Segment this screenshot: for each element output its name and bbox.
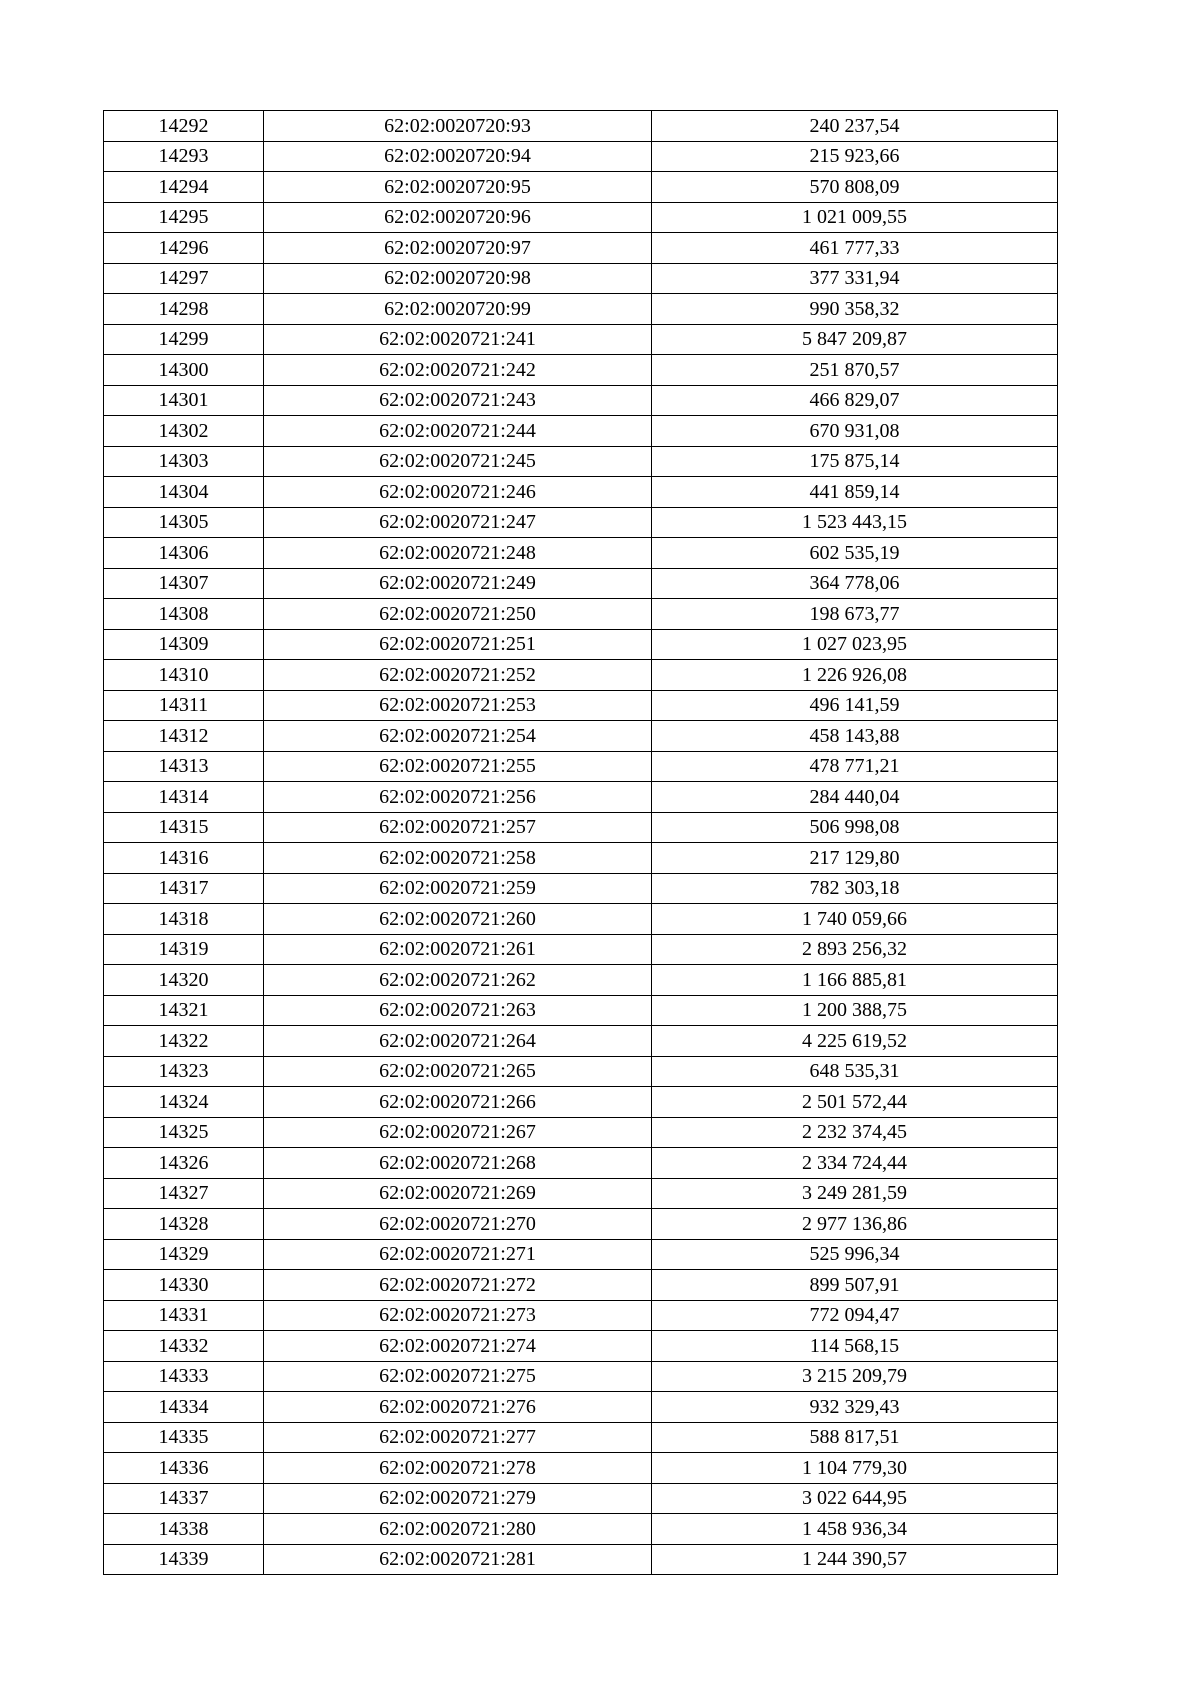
- document-page: [103, 110, 1057, 1575]
- table-row: [104, 660, 1058, 691]
- table-row: [104, 202, 1058, 233]
- row-number-cell: 14306: [104, 538, 264, 569]
- cadastral-number-cell: 62:02:0020720:96: [264, 202, 652, 233]
- cadastral-value-cell: 441 859,14: [652, 477, 1058, 508]
- cadastral-number-cell: 62:02:0020721:261: [264, 934, 652, 965]
- row-number-cell: 14320: [104, 965, 264, 996]
- cadastral-number-cell: 62:02:0020721:281: [264, 1544, 652, 1575]
- cadastral-number-cell: 62:02:0020721:241: [264, 324, 652, 355]
- row-number-cell: 14334: [104, 1392, 264, 1423]
- cadastral-number-cell: 62:02:0020721:252: [264, 660, 652, 691]
- cadastral-number-cell: 62:02:0020721:259: [264, 873, 652, 904]
- row-number-cell: 14319: [104, 934, 264, 965]
- cadastral-value-cell: 461 777,33: [652, 233, 1058, 264]
- table-row: [104, 1300, 1058, 1331]
- cadastral-value-cell: 2 334 724,44: [652, 1148, 1058, 1179]
- row-number-cell: 14297: [104, 263, 264, 294]
- table-row: [104, 1270, 1058, 1301]
- row-number-cell: 14323: [104, 1056, 264, 1087]
- cadastral-value-cell: 588 817,51: [652, 1422, 1058, 1453]
- table-row: [104, 1392, 1058, 1423]
- cadastral-number-cell: 62:02:0020720:95: [264, 172, 652, 203]
- cadastral-value-cell: 217 129,80: [652, 843, 1058, 874]
- table-row: [104, 934, 1058, 965]
- row-number-cell: 14309: [104, 629, 264, 660]
- table-row: [104, 782, 1058, 813]
- row-number-cell: 14305: [104, 507, 264, 538]
- row-number-cell: 14335: [104, 1422, 264, 1453]
- cadastral-value-cell: 899 507,91: [652, 1270, 1058, 1301]
- table-row: [104, 446, 1058, 477]
- row-number-cell: 14337: [104, 1483, 264, 1514]
- cadastral-number-cell: 62:02:0020721:256: [264, 782, 652, 813]
- cadastral-value-cell: 1 104 779,30: [652, 1453, 1058, 1484]
- cadastral-value-cell: 3 022 644,95: [652, 1483, 1058, 1514]
- cadastral-value-cell: 1 200 388,75: [652, 995, 1058, 1026]
- table-row: [104, 751, 1058, 782]
- row-number-cell: 14322: [104, 1026, 264, 1057]
- table-row: [104, 507, 1058, 538]
- cadastral-value-cell: 466 829,07: [652, 385, 1058, 416]
- cadastral-value-cell: 932 329,43: [652, 1392, 1058, 1423]
- cadastral-value-cell: 5 847 209,87: [652, 324, 1058, 355]
- table-row: [104, 385, 1058, 416]
- cadastral-number-cell: 62:02:0020721:242: [264, 355, 652, 386]
- cadastral-value-cell: 525 996,34: [652, 1239, 1058, 1270]
- cadastral-value-cell: 284 440,04: [652, 782, 1058, 813]
- cadastral-value-cell: 1 740 059,66: [652, 904, 1058, 935]
- table-row: [104, 1209, 1058, 1240]
- table-row: [104, 1239, 1058, 1270]
- cadastral-number-cell: 62:02:0020721:268: [264, 1148, 652, 1179]
- cadastral-value-cell: 1 027 023,95: [652, 629, 1058, 660]
- table-row: [104, 324, 1058, 355]
- cadastral-number-cell: 62:02:0020721:245: [264, 446, 652, 477]
- cadastral-value-cell: 3 249 281,59: [652, 1178, 1058, 1209]
- table-row: [104, 629, 1058, 660]
- row-number-cell: 14333: [104, 1361, 264, 1392]
- cadastral-value-cell: 2 232 374,45: [652, 1117, 1058, 1148]
- cadastral-value-cell: 240 237,54: [652, 111, 1058, 142]
- cadastral-value-cell: 377 331,94: [652, 263, 1058, 294]
- row-number-cell: 14307: [104, 568, 264, 599]
- row-number-cell: 14338: [104, 1514, 264, 1545]
- cadastral-value-cell: 458 143,88: [652, 721, 1058, 752]
- table-row: [104, 904, 1058, 935]
- row-number-cell: 14316: [104, 843, 264, 874]
- cadastral-value-cell: 1 523 443,15: [652, 507, 1058, 538]
- cadastral-number-cell: 62:02:0020721:273: [264, 1300, 652, 1331]
- cadastral-number-cell: 62:02:0020721:264: [264, 1026, 652, 1057]
- row-number-cell: 14330: [104, 1270, 264, 1301]
- cadastral-number-cell: 62:02:0020721:262: [264, 965, 652, 996]
- row-number-cell: 14321: [104, 995, 264, 1026]
- cadastral-value-cell: 2 501 572,44: [652, 1087, 1058, 1118]
- table-row: [104, 599, 1058, 630]
- cadastral-number-cell: 62:02:0020721:266: [264, 1087, 652, 1118]
- table-row: [104, 233, 1058, 264]
- cadastral-value-cell: 4 225 619,52: [652, 1026, 1058, 1057]
- cadastral-number-cell: 62:02:0020721:280: [264, 1514, 652, 1545]
- table-row: [104, 568, 1058, 599]
- cadastral-value-cell: 478 771,21: [652, 751, 1058, 782]
- cadastral-number-cell: 62:02:0020721:269: [264, 1178, 652, 1209]
- cadastral-number-cell: 62:02:0020720:99: [264, 294, 652, 325]
- table-row: [104, 1087, 1058, 1118]
- table-row: [104, 141, 1058, 172]
- row-number-cell: 14295: [104, 202, 264, 233]
- cadastral-number-cell: 62:02:0020721:249: [264, 568, 652, 599]
- cadastral-number-cell: 62:02:0020721:243: [264, 385, 652, 416]
- table-row: [104, 843, 1058, 874]
- row-number-cell: 14300: [104, 355, 264, 386]
- cadastral-value-cell: 990 358,32: [652, 294, 1058, 325]
- row-number-cell: 14292: [104, 111, 264, 142]
- table-row: [104, 1178, 1058, 1209]
- cadastral-number-cell: 62:02:0020721:244: [264, 416, 652, 447]
- row-number-cell: 14302: [104, 416, 264, 447]
- row-number-cell: 14326: [104, 1148, 264, 1179]
- row-number-cell: 14332: [104, 1331, 264, 1362]
- table-row: [104, 1422, 1058, 1453]
- table-row: [104, 538, 1058, 569]
- table-row: [104, 690, 1058, 721]
- cadastral-number-cell: 62:02:0020720:93: [264, 111, 652, 142]
- table-row: [104, 1331, 1058, 1362]
- cadastral-number-cell: 62:02:0020721:274: [264, 1331, 652, 1362]
- cadastral-number-cell: 62:02:0020721:253: [264, 690, 652, 721]
- cadastral-number-cell: 62:02:0020721:254: [264, 721, 652, 752]
- table-row: [104, 1483, 1058, 1514]
- cadastral-number-cell: 62:02:0020721:260: [264, 904, 652, 935]
- table-row: [104, 1514, 1058, 1545]
- table-row: [104, 721, 1058, 752]
- cadastral-number-cell: 62:02:0020721:248: [264, 538, 652, 569]
- table-row: [104, 812, 1058, 843]
- table-row: [104, 111, 1058, 142]
- cadastral-number-cell: 62:02:0020721:279: [264, 1483, 652, 1514]
- cadastral-value-cell: 782 303,18: [652, 873, 1058, 904]
- cadastral-value-cell: 1 244 390,57: [652, 1544, 1058, 1575]
- cadastral-value-table: [103, 110, 1058, 1575]
- cadastral-number-cell: 62:02:0020721:271: [264, 1239, 652, 1270]
- cadastral-number-cell: 62:02:0020720:94: [264, 141, 652, 172]
- row-number-cell: 14325: [104, 1117, 264, 1148]
- cadastral-number-cell: 62:02:0020721:267: [264, 1117, 652, 1148]
- table-body: [104, 111, 1058, 1575]
- row-number-cell: 14314: [104, 782, 264, 813]
- cadastral-value-cell: 215 923,66: [652, 141, 1058, 172]
- cadastral-value-cell: 670 931,08: [652, 416, 1058, 447]
- row-number-cell: 14317: [104, 873, 264, 904]
- cadastral-value-cell: 2 977 136,86: [652, 1209, 1058, 1240]
- cadastral-number-cell: 62:02:0020720:98: [264, 263, 652, 294]
- row-number-cell: 14328: [104, 1209, 264, 1240]
- table-row: [104, 1544, 1058, 1575]
- row-number-cell: 14294: [104, 172, 264, 203]
- table-row: [104, 416, 1058, 447]
- cadastral-value-cell: 3 215 209,79: [652, 1361, 1058, 1392]
- row-number-cell: 14313: [104, 751, 264, 782]
- cadastral-value-cell: 570 808,09: [652, 172, 1058, 203]
- table-row: [104, 995, 1058, 1026]
- row-number-cell: 14298: [104, 294, 264, 325]
- row-number-cell: 14301: [104, 385, 264, 416]
- row-number-cell: 14303: [104, 446, 264, 477]
- table-row: [104, 1056, 1058, 1087]
- cadastral-value-cell: 602 535,19: [652, 538, 1058, 569]
- row-number-cell: 14296: [104, 233, 264, 264]
- cadastral-value-cell: 2 893 256,32: [652, 934, 1058, 965]
- row-number-cell: 14327: [104, 1178, 264, 1209]
- row-number-cell: 14304: [104, 477, 264, 508]
- cadastral-value-cell: 506 998,08: [652, 812, 1058, 843]
- cadastral-value-cell: 364 778,06: [652, 568, 1058, 599]
- cadastral-value-cell: 175 875,14: [652, 446, 1058, 477]
- cadastral-value-cell: 496 141,59: [652, 690, 1058, 721]
- table-row: [104, 1361, 1058, 1392]
- row-number-cell: 14336: [104, 1453, 264, 1484]
- cadastral-number-cell: 62:02:0020721:265: [264, 1056, 652, 1087]
- cadastral-value-cell: 1 458 936,34: [652, 1514, 1058, 1545]
- table-row: [104, 1026, 1058, 1057]
- cadastral-number-cell: 62:02:0020720:97: [264, 233, 652, 264]
- cadastral-value-cell: 198 673,77: [652, 599, 1058, 630]
- row-number-cell: 14318: [104, 904, 264, 935]
- cadastral-value-cell: 114 568,15: [652, 1331, 1058, 1362]
- table-row: [104, 172, 1058, 203]
- cadastral-value-cell: 1 021 009,55: [652, 202, 1058, 233]
- cadastral-value-cell: 251 870,57: [652, 355, 1058, 386]
- table-row: [104, 263, 1058, 294]
- table-row: [104, 873, 1058, 904]
- cadastral-number-cell: 62:02:0020721:272: [264, 1270, 652, 1301]
- cadastral-value-cell: 648 535,31: [652, 1056, 1058, 1087]
- cadastral-number-cell: 62:02:0020721:270: [264, 1209, 652, 1240]
- table-row: [104, 965, 1058, 996]
- cadastral-number-cell: 62:02:0020721:255: [264, 751, 652, 782]
- table-row: [104, 1117, 1058, 1148]
- cadastral-number-cell: 62:02:0020721:278: [264, 1453, 652, 1484]
- cadastral-number-cell: 62:02:0020721:246: [264, 477, 652, 508]
- cadastral-value-cell: 1 226 926,08: [652, 660, 1058, 691]
- row-number-cell: 14329: [104, 1239, 264, 1270]
- row-number-cell: 14324: [104, 1087, 264, 1118]
- cadastral-number-cell: 62:02:0020721:250: [264, 599, 652, 630]
- table-row: [104, 477, 1058, 508]
- row-number-cell: 14315: [104, 812, 264, 843]
- cadastral-number-cell: 62:02:0020721:277: [264, 1422, 652, 1453]
- cadastral-value-cell: 1 166 885,81: [652, 965, 1058, 996]
- row-number-cell: 14310: [104, 660, 264, 691]
- table-row: [104, 355, 1058, 386]
- cadastral-value-cell: 772 094,47: [652, 1300, 1058, 1331]
- table-row: [104, 1453, 1058, 1484]
- cadastral-number-cell: 62:02:0020721:275: [264, 1361, 652, 1392]
- table-row: [104, 294, 1058, 325]
- row-number-cell: 14299: [104, 324, 264, 355]
- row-number-cell: 14311: [104, 690, 264, 721]
- cadastral-number-cell: 62:02:0020721:257: [264, 812, 652, 843]
- cadastral-number-cell: 62:02:0020721:251: [264, 629, 652, 660]
- cadastral-number-cell: 62:02:0020721:258: [264, 843, 652, 874]
- cadastral-number-cell: 62:02:0020721:247: [264, 507, 652, 538]
- row-number-cell: 14331: [104, 1300, 264, 1331]
- table-row: [104, 1148, 1058, 1179]
- cadastral-number-cell: 62:02:0020721:276: [264, 1392, 652, 1423]
- row-number-cell: 14312: [104, 721, 264, 752]
- row-number-cell: 14293: [104, 141, 264, 172]
- cadastral-number-cell: 62:02:0020721:263: [264, 995, 652, 1026]
- row-number-cell: 14308: [104, 599, 264, 630]
- row-number-cell: 14339: [104, 1544, 264, 1575]
